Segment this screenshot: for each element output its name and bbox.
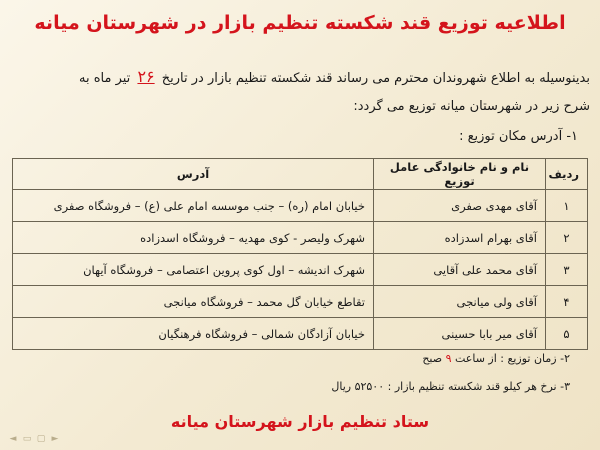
row-number: ۴ — [546, 286, 588, 318]
date-number: ۲۶ — [137, 67, 155, 86]
address: خیابان آزادگان شمالی – فروشگاه فرهنگیان — [13, 318, 374, 350]
price-info — [331, 380, 570, 393]
address: شهرک ولیصر - کوی مهدیه – فروشگاه اسدزاده — [13, 222, 374, 254]
chat-icon[interactable]: ▢ — [36, 434, 46, 444]
distribution-time — [422, 352, 570, 365]
arrow-right-icon[interactable]: ► — [51, 434, 59, 444]
agent-name: آقای مهدی صفری — [374, 190, 546, 222]
signature: ستاد تنظیم بازار شهرستان میانه — [170, 412, 430, 431]
row-number: ۳ — [546, 254, 588, 286]
agent-name: آقای بهرام اسدزاده — [374, 222, 546, 254]
time-hour: ۹ — [445, 352, 452, 365]
table-row — [13, 254, 588, 286]
agent-name: آقای محمد علی آقایی — [374, 254, 546, 286]
intro-text-after: تیر ماه به — [78, 71, 131, 86]
table-row — [13, 318, 588, 350]
header-row-number: ردیف — [546, 159, 588, 190]
time-suffix: صبح — [422, 352, 443, 365]
intro-text-before: بدینوسیله به اطلاع شهروندان محترم می رساند قند شکسته تنظیم بازار در تاریخ — [161, 71, 590, 86]
address: شهرک اندیشه – اول کوی پروین اعتصامی – فروشگاه آیهان — [13, 254, 374, 286]
distribution-table — [12, 158, 588, 350]
agent-name: آقای میر بابا حسینی — [374, 318, 546, 350]
table-row — [13, 222, 588, 254]
row-number: ۱ — [546, 190, 588, 222]
table-header-row — [13, 159, 588, 190]
time-label: ۲- زمان توزیع : از ساعت — [455, 352, 570, 365]
table-row — [13, 190, 588, 222]
price-unit: ریال — [331, 380, 352, 393]
address: تقاطع خیابان گل محمد – فروشگاه میانجی — [13, 286, 374, 318]
address: خیابان امام (ره) – جنب موسسه امام علی (ع) – فروشگاه صفری — [13, 190, 374, 222]
header-address: آدرس — [13, 159, 374, 190]
document-icon[interactable]: ▭ — [22, 434, 32, 444]
price-value: ۵۲۵۰۰ — [354, 380, 385, 393]
table-row — [13, 286, 588, 318]
arrow-left-icon[interactable]: ◄ — [9, 434, 17, 444]
section-address-heading: ۱- آدرس مکان توزیع : — [459, 129, 578, 144]
page-title: اطلاعیه توزیع قند شکسته تنظیم بازار در شهرستان میانه — [34, 12, 566, 34]
header-name: نام و نام خانوادگی عامل توزیع — [374, 159, 546, 190]
intro-line-1 — [10, 66, 590, 90]
row-number: ۲ — [546, 222, 588, 254]
slide-nav — [8, 434, 60, 444]
price-label: ۳- نرخ هر کیلو قند شکسته تنظیم بازار : — [387, 380, 570, 393]
intro-line-2: شرح زیر در شهرستان میانه توزیع می گردد: — [353, 99, 590, 114]
agent-name: آقای ولی میانجی — [374, 286, 546, 318]
row-number: ۵ — [546, 318, 588, 350]
